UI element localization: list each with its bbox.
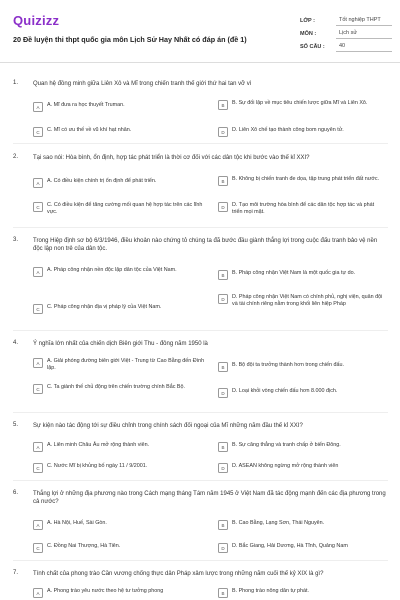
question-divider [13,330,388,331]
option-text: B. Cao Bằng, Lạng Sơn, Thái Nguyên. [232,520,325,526]
option-text: B. Bộ đội ta trưởng thành hơn trong chiến đấu. [232,362,344,368]
option-text: C. Pháp công nhận địa vị pháp lý của Việt Nam. [47,304,162,310]
option-text: A. Giải phóng đường biên giới Việt - Trung từ Cao Bằng đến Đình lập. [47,358,205,371]
option-letter-box: D [218,463,228,473]
option-letter-box: A [33,267,43,277]
meta-row-class [300,14,392,27]
option-text: A. Có điều kiện chính trị ổn định để phát triển. [47,178,157,184]
question-text: Thắng lợi ở những địa phương nào trong Cách mạng tháng Tám năm 1945 ở Việt Nam đã tác động mạnh đến các địa phương trong cả nước? [33,491,386,505]
question-text: Trong Hiệp định sơ bộ 6/3/1946, điều khoản nào chứng tỏ chúng ta đã bước đầu giành thắng lợi trong cuộc đấu tranh bảo vệ nền độc lập non trẻ của dân tộc. [33,238,378,252]
question-number: 6. [13,490,19,496]
meta-row-count [300,40,392,53]
meta-label: SỐ CÂU : [300,43,325,50]
option-a[interactable] [33,358,205,372]
option-text: D. Loại khỏi vòng chiến đấu hơn 8.000 địch. [232,388,338,394]
option-letter-box: D [218,543,228,553]
option-text: B. Pháp công nhận Việt Nam là một quốc gia tự do. [232,270,356,276]
option-text: D. Tạo môi trường hòa bình để các dân tộc hợp tác và phát triển mọi mặt. [232,202,375,215]
question-text: Quan hệ đồng minh giữa Liên Xô và Mĩ trong chiến tranh thế giới thứ hai tan vỡ vì [33,81,252,87]
option-text: B. Sự căng thẳng và tranh chấp ở biển Đông. [232,442,341,448]
question-divider [13,560,388,561]
worksheet-header [0,0,400,70]
option-text: C. Nước Mĩ bị khủng bố ngày 11 / 9/2001. [47,463,148,469]
option-text: B. Phong trào nông dân tự phát. [232,588,310,594]
option-text: D. Bắc Giang, Hải Dương, Hà Tĩnh, Quảng Nam [232,543,348,549]
option-d[interactable] [218,202,383,216]
header-divider [0,62,400,63]
option-letter-box: D [218,127,228,137]
option-text: C. Có điều kiện để tăng cường mối quan hệ hợp tác trên các lĩnh vực. [47,202,203,215]
option-b[interactable] [218,362,388,372]
option-d[interactable] [218,388,388,398]
option-c[interactable] [33,127,203,137]
option-text: C. Đồng Nai Thượng, Hà Tiên. [47,543,121,549]
option-text: A. Pháp công nhận nền độc lập dân tộc của Việt Nam. [47,267,177,273]
option-a[interactable] [33,178,203,188]
question-number: 7. [13,570,19,576]
option-letter-box: B [218,362,228,372]
option-c[interactable] [33,543,205,553]
option-c[interactable] [33,384,205,394]
option-a[interactable] [33,588,205,598]
option-letter-box: A [33,588,43,598]
meta-row-subject [300,27,392,40]
question-number: 2. [13,154,19,160]
question-number: 5. [13,422,19,428]
option-d[interactable] [218,127,383,137]
option-letter-box: C [33,202,43,212]
option-b[interactable] [218,588,388,598]
question-number: 3. [13,237,19,243]
option-letter-box: D [218,294,228,304]
option-text: A. Mĩ đưa ra học thuyết Truman. [47,102,125,108]
meta-label: MÔN : [300,30,317,37]
worksheet-meta [300,14,392,53]
option-letter-box: B [218,588,228,598]
option-letter-box: D [218,388,228,398]
option-letter-box: C [33,127,43,137]
question-text: Sự kiện nào tác động tới sự điều chỉnh trong chính sách đối ngoại của Mĩ những năm đầu thế kỉ XXI? [33,423,303,429]
option-text: A. Phong trào yêu nước theo hệ tư tưởng phong [47,588,164,594]
option-text: B. Sự đối lập về mục tiêu chiến lược giữa Mĩ và Liên Xô. [232,100,368,106]
option-b[interactable] [218,442,388,452]
option-b[interactable] [218,100,383,110]
question-divider [13,480,388,481]
question-divider [13,227,388,228]
option-b[interactable] [218,520,388,530]
option-letter-box: C [33,384,43,394]
option-letter-box: C [33,304,43,314]
option-a[interactable] [33,267,203,277]
option-b[interactable] [218,270,388,280]
option-text: D. ASEAN không ngừng mở rộng thành viên [232,463,339,469]
option-letter-box: C [33,463,43,473]
option-c[interactable] [33,202,203,216]
option-letter-box: B [218,176,228,186]
option-letter-box: B [218,442,228,452]
question-number: 1. [13,80,19,86]
option-text: C. Mĩ có ưu thế về vũ khí hạt nhân. [47,127,132,133]
option-text: B. Không bị chiến tranh đe dọa, tập trung phát triển đất nước. [232,176,380,182]
question-text: Tính chất của phong trào Cần vương chống thực dân Pháp xâm lược trong những năm cuối thế kỷ XIX là gì? [33,571,324,577]
meta-value: Lịch sử [336,28,392,39]
option-letter-box: B [218,100,228,110]
question-text: Ý nghĩa lớn nhất của chiến dịch Biên giới Thu - đông năm 1950 là [33,341,208,347]
option-letter-box: D [218,202,228,212]
option-letter-box: C [33,543,43,553]
worksheet-title: 20 Đề luyện thi thpt quốc gia môn Lịch Sử Hay Nhất có đáp án (đề 1) [13,35,247,44]
option-text: D. Pháp công nhận Việt Nam có chính phủ, nghị viện, quân đội và tài chính riêng nằm trong khối liên hiệp Pháp [232,294,383,307]
quizizz-logo: Quizizz [13,13,60,28]
question-divider [13,412,388,413]
option-letter-box: A [33,520,43,530]
question-number: 4. [13,340,19,346]
option-a[interactable] [33,102,203,112]
option-letter-box: A [33,358,43,368]
meta-value: Tốt nghiệp THPT [336,15,392,26]
option-a[interactable] [33,442,205,452]
meta-value: 40 [336,41,392,52]
option-c[interactable] [33,304,203,314]
option-d[interactable] [218,294,388,308]
option-text: D. Liên Xô chế tạo thành công bom nguyên tử. [232,127,344,133]
option-d[interactable] [218,463,388,473]
option-letter-box: A [33,102,43,112]
option-letter-box: B [218,270,228,280]
option-letter-box: A [33,442,43,452]
option-text: C. Ta giành thế chủ động trên chiến trường chính Bắc Bộ. [47,384,186,390]
option-d[interactable] [218,543,388,553]
question-text: Tại sao nói: Hòa bình, ổn định, hợp tác phát triển là thời cơ đối với các dân tộc khi bước vào thế kỉ XXI? [33,155,310,161]
option-text: A. Liên minh Châu Âu mở rộng thành viên. [47,442,150,448]
option-letter-box: B [218,520,228,530]
question-divider [13,143,388,144]
option-c[interactable] [33,463,205,473]
option-b[interactable] [218,176,383,186]
option-text: A. Hà Nội, Huế, Sài Gòn. [47,520,107,526]
option-a[interactable] [33,520,205,530]
option-letter-box: A [33,178,43,188]
meta-label: LỚP : [300,17,315,24]
